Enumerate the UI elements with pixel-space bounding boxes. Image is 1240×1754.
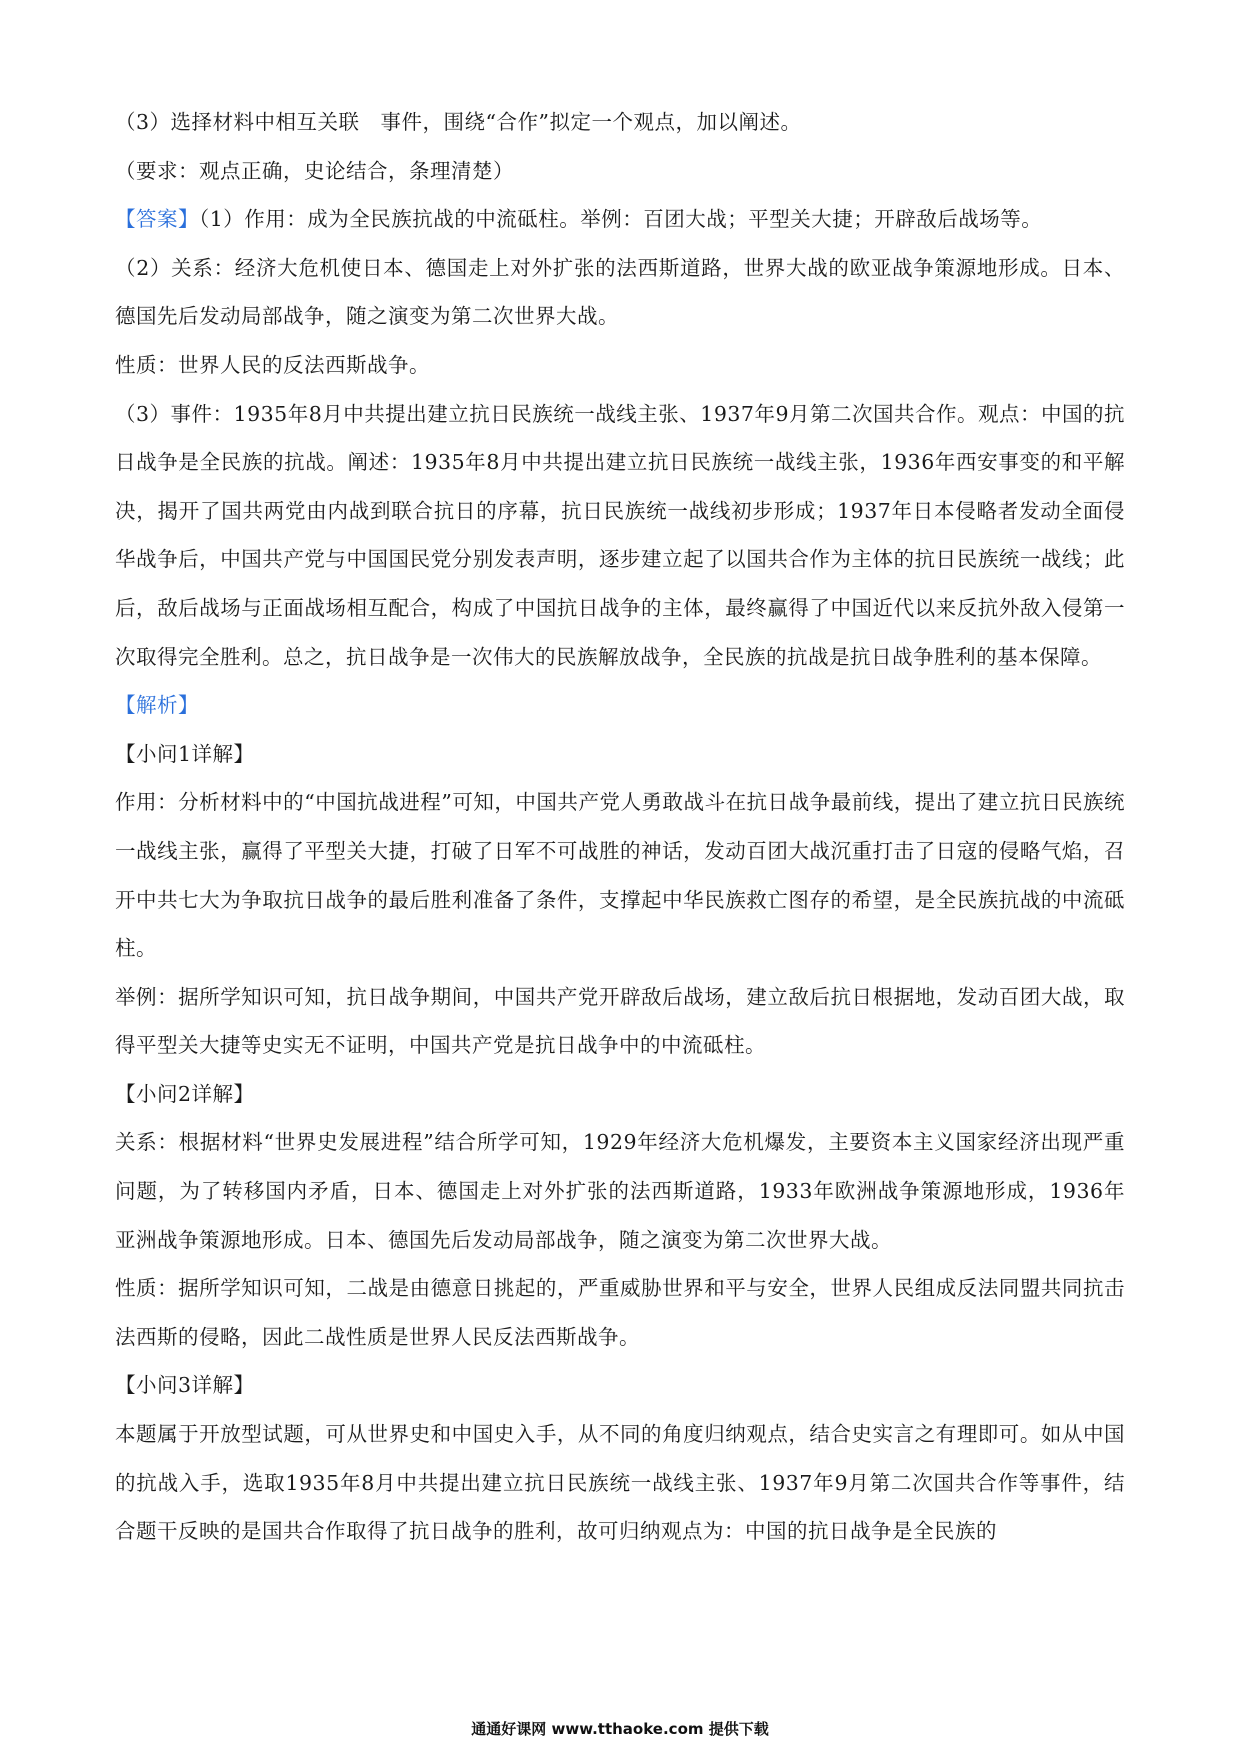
subquestion-2-title: 【小问2详解】 xyxy=(115,1081,255,1106)
answer-2: （2）关系：经济大危机使日本、德国走上对外扩张的法西斯道路，世界大战的欧亚战争策源地形成。日本、德国先后发动局部战争，随之演变为第二次世界大战。 xyxy=(115,255,1125,329)
subquestion-3-text: 本题属于开放型试题，可从世界史和中国史入手，从不同的角度归纳观点，结合史实言之有理即可。如从中国的抗战入手，选取1935年8月中共提出建立抗日民族统一战线主张、1937年9月第二次国共合作等事件，结合题干反映的是国共合作取得了抗日战争的胜利，故可归纳观点为：中国的抗日战争是全民族的 xyxy=(115,1422,1125,1544)
analysis-label: 【解析】 xyxy=(115,693,199,718)
subquestion-2-relation: 关系：根据材料“世界史发展进程”结合所学可知，1929年经济大危机爆发，主要资本主义国家经济出现严重问题，为了转移国内矛盾，日本、德国走上对外扩张的法西斯道路，1933年欧洲战争策源地形成，1936年亚洲战争策源地形成。日本、德国先后发动局部战争，随之演变为第二次世界大战。 xyxy=(115,1130,1125,1252)
subquestion-3-title: 【小问3详解】 xyxy=(115,1373,255,1398)
question-requirement: （要求：观点正确，史论结合，条理清楚） xyxy=(115,158,514,183)
answer-nature: 性质：世界人民的反法西斯战争。 xyxy=(115,352,430,377)
question-3: （3）选择材料中相互关联 事件，围绕“合作”拟定一个观点，加以阐述。 xyxy=(115,110,802,134)
subquestion-1-role: 作用：分析材料中的“中国抗战进程”可知，中国共产党人勇敢战斗在抗日战争最前线，提出了建立抗日民族统一战线主张，赢得了平型关大捷，打破了日军不可战胜的神话，发动百团大战沉重打击了日寇的侵略气焰，召开中共七大为争取抗日战争的最后胜利准备了条件，支撑起中华民族救亡图存的希望，是全民族抗战的中流砥柱。 xyxy=(115,790,1125,961)
subquestion-1-example: 举例：据所学知识可知，抗日战争期间，中国共产党开辟敌后战场，建立敌后抗日根据地，发动百团大战，取得平型关大捷等史实无不证明，中国共产党是抗日战争中的中流砥柱。 xyxy=(115,984,1125,1058)
subquestion-2-nature: 性质：据所学知识可知，二战是由德意日挑起的，严重威胁世界和平与安全，世界人民组成反法同盟共同抗击法西斯的侵略，因此二战性质是世界人民反法西斯战争。 xyxy=(115,1276,1125,1349)
answer-label: 【答案】 xyxy=(115,207,199,232)
answer-3: （3）事件：1935年8月中共提出建立抗日民族统一战线主张、1937年9月第二次国共合作。观点：中国的抗日战争是全民族的抗战。阐述：1935年8月中共提出建立抗日民族统一战线主张，1936年西安事变的和平解决，揭开了国共两党由内战到联合抗日的序幕，抗日民族统一战线初步形成；1937年日本侵略者发动全面侵华战争后，中国共产党与中国国民党分别发表声明，逐步建立起了以国共合作为主体的抗日民族统一战线；此后，敌后战场与正面战场相互配合，构成了中国抗日战争的主体，最终赢得了中国近代以来反抗外敌入侵第一次取得完全胜利。总之，抗日战争是一次伟大的民族解放战争，全民族的抗战是抗日战争胜利的基本保障。 xyxy=(115,401,1125,669)
subquestion-1-title: 【小问1详解】 xyxy=(115,741,255,766)
answer-1-text: （1）作用：成为全民族抗战的中流砥柱。举例：百团大战；平型关大捷；开辟敌后战场等。 xyxy=(199,207,1043,232)
answer-1 xyxy=(115,195,1125,244)
document-body xyxy=(115,98,1125,1556)
footer-watermark: 通通好课网 www.tthaoke.com 提供下载 xyxy=(471,1720,769,1738)
